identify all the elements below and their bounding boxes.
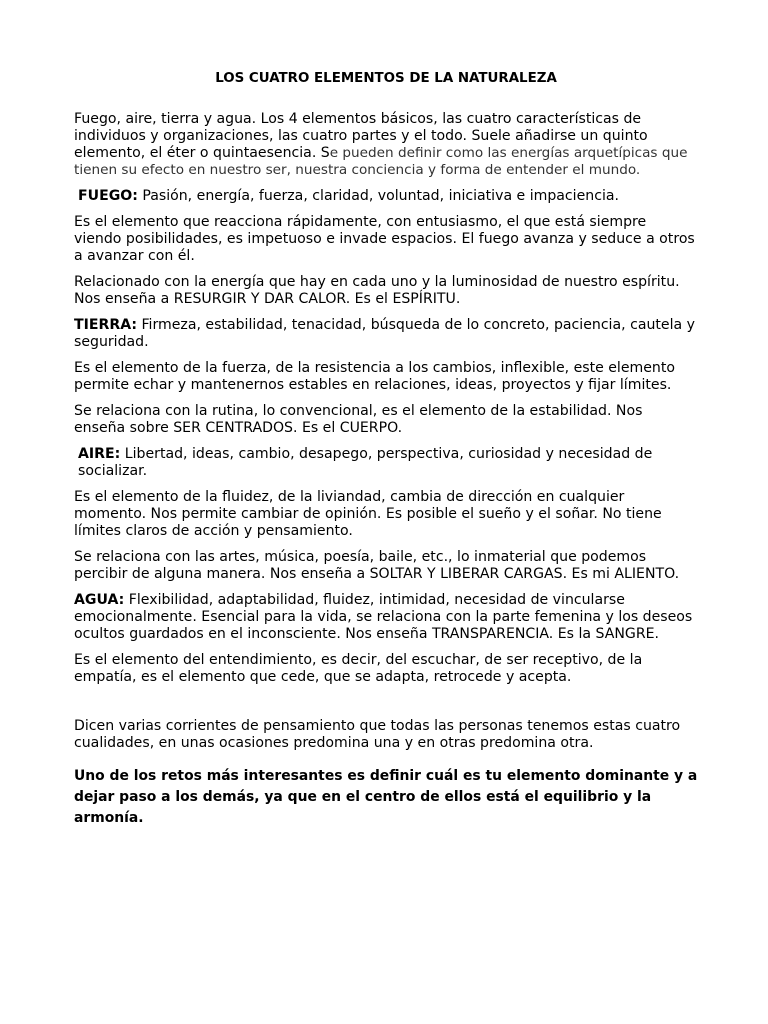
aire-paragraph-2: Se relaciona con las artes, música, poesía, baile, etc., lo inmaterial que podemos percibir de alguna manera. Nos enseña a SOLTAR Y LIBERAR CARGAS. Es mi ALIENTO. (74, 549, 680, 582)
tierra-paragraph-1: Es el elemento de la fuerza, de la resistencia a los cambios, inflexible, este elemento permite echar y mantenernos estables en relaciones, ideas, proyectos y fijar límites. (74, 360, 676, 393)
tierra-label: TIERRA: (74, 317, 137, 333)
fuego-summary-text: Pasión, energía, fuerza, claridad, voluntad, iniciativa e impaciencia. (137, 188, 619, 204)
agua-paragraph-1: Es el elemento del entendimiento, es decir, del escuchar, de ser receptivo, de la empatía, es el elemento que cede, que se adapta, retrocede y acepta. (74, 652, 643, 685)
aire-label: AIRE: (78, 446, 121, 462)
final-paragraph: Uno de los retos más interesantes es definir cuál es tu elemento dominante y a dejar paso a los demás, ya que en el centro de ellos está el equilibrio y la armonía. (74, 768, 698, 826)
fuego-summary (74, 188, 698, 205)
agua-label: AGUA: (74, 592, 125, 608)
document-title: LOS CUATRO ELEMENTOS DE LA NATURALEZA (215, 71, 557, 86)
tierra-summary-text: Firmeza, estabilidad, tenacidad, búsqueda de lo concreto, paciencia, cautela y seguridad. (74, 317, 695, 350)
document-page (74, 70, 698, 838)
closing-paragraph: Dicen varias corrientes de pensamiento que todas las personas tenemos estas cuatro cualidades, en unas ocasiones predomina una y en otras predomina otra. (74, 718, 681, 751)
agua-summary-text: Flexibilidad, adaptabilidad, fluidez, intimidad, necesidad de vincularse emocionalmente. Esencial para la vida, se relaciona con la parte femenina y los deseos ocultos guardados en el inconsciente. Nos enseña TRANSPARENCIA. Es la SANGRE. (74, 592, 693, 642)
tierra-summary (74, 317, 698, 351)
fuego-paragraph-1: Es el elemento que reacciona rápidamente, con entusiasmo, el que está siempre viendo posibilidades, es impetuoso e invade espacios. El fuego avanza y seduce a otros a avanzar con él. (74, 214, 695, 264)
agua-summary (74, 592, 698, 643)
fuego-paragraph-2: Relacionado con la energía que hay en cada uno y la luminosidad de nuestro espíritu. Nos enseña a RESURGIR Y DAR CALOR. Es el ESPÍRITU. (74, 274, 680, 307)
intro-paragraph (74, 111, 698, 179)
fuego-label: FUEGO: (78, 188, 138, 204)
tierra-paragraph-2: Se relaciona con la rutina, lo convencional, es el elemento de la estabilidad. Nos enseña sobre SER CENTRADOS. Es el CUERPO. (74, 403, 643, 436)
aire-paragraph-1: Es el elemento de la fluidez, de la liviandad, cambia de dirección en cualquier momento. Nos permite cambiar de opinión. Es posible el sueño y el soñar. No tiene límites claros de acción y pensamiento. (74, 489, 662, 539)
aire-summary-text: Libertad, ideas, cambio, desapego, perspectiva, curiosidad y necesidad de socializar. (78, 446, 653, 479)
intro-text-soft: e pueden definir como las energías arquetípicas que tienen su efecto en nuestro ser, nuestra conciencia y forma de entender el mundo. (74, 145, 688, 178)
aire-summary (74, 446, 698, 480)
intro-text: Fuego, aire, tierra y agua. Los 4 elementos básicos, las cuatro características de individuos y organizaciones, las cuatro partes y el todo. Suele añadirse un quinto elemento, el éter o quintaesencia. S (74, 111, 648, 161)
